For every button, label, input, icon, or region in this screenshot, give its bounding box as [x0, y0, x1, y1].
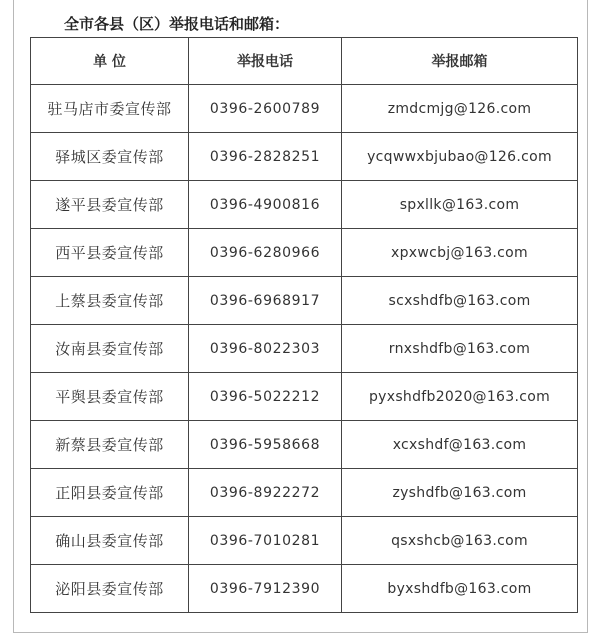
phone-cell: 0396-8022303	[189, 325, 342, 373]
unit-cell: 上蔡县委宣传部	[31, 277, 189, 325]
header-phone: 举报电话	[189, 38, 342, 85]
unit-cell: 汝南县委宣传部	[31, 325, 189, 373]
phone-cell: 0396-6968917	[189, 277, 342, 325]
phone-cell: 0396-5958668	[189, 421, 342, 469]
table-row	[31, 85, 578, 133]
table-row	[31, 565, 578, 613]
table-row	[31, 469, 578, 517]
table-row	[31, 373, 578, 421]
email-cell: ycqwwxbjubao@126.com	[342, 133, 578, 181]
email-cell: scxshdfb@163.com	[342, 277, 578, 325]
unit-cell: 正阳县委宣传部	[31, 469, 189, 517]
page-heading: 全市各县（区）举报电话和邮箱：	[64, 15, 290, 33]
phone-cell: 0396-5022212	[189, 373, 342, 421]
unit-cell: 确山县委宣传部	[31, 517, 189, 565]
header-email: 举报邮箱	[342, 38, 578, 85]
unit-cell: 平舆县委宣传部	[31, 373, 189, 421]
email-cell: spxllk@163.com	[342, 181, 578, 229]
phone-cell: 0396-2600789	[189, 85, 342, 133]
table-header-row	[31, 38, 578, 85]
email-cell: zmdcmjg@126.com	[342, 85, 578, 133]
phone-cell: 0396-7010281	[189, 517, 342, 565]
unit-cell: 驻马店市委宣传部	[31, 85, 189, 133]
table-row	[31, 421, 578, 469]
table-row	[31, 277, 578, 325]
phone-cell: 0396-8922272	[189, 469, 342, 517]
unit-cell: 新蔡县委宣传部	[31, 421, 189, 469]
page-border-left	[13, 0, 14, 632]
email-cell: zyshdfb@163.com	[342, 469, 578, 517]
unit-cell: 驿城区委宣传部	[31, 133, 189, 181]
phone-cell: 0396-4900816	[189, 181, 342, 229]
phone-cell: 0396-6280966	[189, 229, 342, 277]
table-row	[31, 229, 578, 277]
email-cell: qsxshcb@163.com	[342, 517, 578, 565]
table-row	[31, 133, 578, 181]
page-border-right	[587, 0, 588, 632]
table-row	[31, 325, 578, 373]
header-unit: 单 位	[31, 38, 189, 85]
report-contacts-table	[30, 37, 578, 613]
phone-cell: 0396-7912390	[189, 565, 342, 613]
phone-cell: 0396-2828251	[189, 133, 342, 181]
email-cell: rnxshdfb@163.com	[342, 325, 578, 373]
unit-cell: 遂平县委宣传部	[31, 181, 189, 229]
email-cell: xcxshdf@163.com	[342, 421, 578, 469]
email-cell: xpxwcbj@163.com	[342, 229, 578, 277]
page-border-bottom	[13, 632, 588, 633]
unit-cell: 泌阳县委宣传部	[31, 565, 189, 613]
email-cell: pyxshdfb2020@163.com	[342, 373, 578, 421]
table-row	[31, 517, 578, 565]
email-cell: byxshdfb@163.com	[342, 565, 578, 613]
table-row	[31, 181, 578, 229]
unit-cell: 西平县委宣传部	[31, 229, 189, 277]
